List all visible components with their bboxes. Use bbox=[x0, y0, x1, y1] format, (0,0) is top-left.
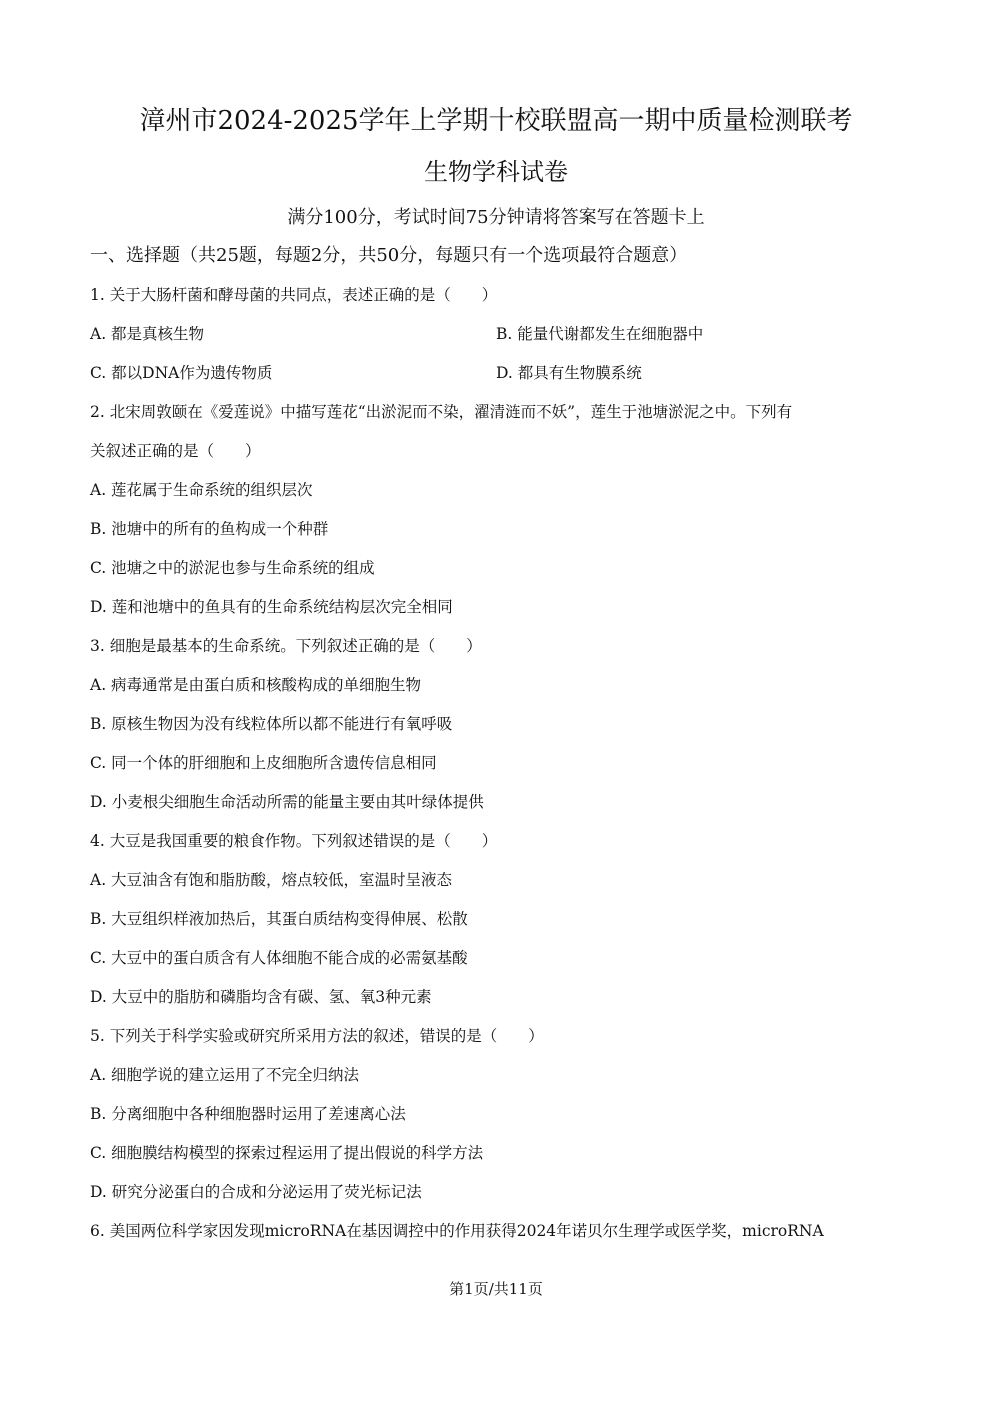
exam-subtitle: 生物学科试卷 bbox=[424, 158, 568, 186]
question-5-option-d: D. 研究分泌蛋白的合成和分泌运用了荧光标记法 bbox=[90, 1183, 422, 1201]
exam-title: 漳州市2024-2025学年上学期十校联盟高一期中质量检测联考 bbox=[139, 106, 853, 136]
question-4-option-c: C. 大豆中的蛋白质含有人体细胞不能合成的必需氨基酸 bbox=[90, 949, 468, 967]
question-3-option-b: B. 原核生物因为没有线粒体所以都不能进行有氧呼吸 bbox=[90, 715, 453, 733]
question-3-option-a: A. 病毒通常是由蛋白质和核酸构成的单细胞生物 bbox=[90, 676, 422, 694]
question-5-stem: 5. 下列关于科学实验或研究所采用方法的叙述，错误的是（ ） bbox=[90, 1027, 544, 1045]
question-4-option-a: A. 大豆油含有饱和脂肪酸，熔点较低，室温时呈液态 bbox=[90, 871, 453, 889]
question-1-option-d: D. 都具有生物膜系统 bbox=[496, 364, 642, 382]
question-2-stem-line2: 关叙述正确的是（ ） bbox=[90, 442, 261, 460]
question-4-stem: 4. 大豆是我国重要的粮食作物。下列叙述错误的是（ ） bbox=[90, 832, 498, 850]
question-1-option-c: C. 都以DNA作为遗传物质 bbox=[90, 364, 273, 382]
section-heading: 一、选择题（共25题，每题2分，共50分，每题只有一个选项最符合题意） bbox=[90, 245, 688, 266]
question-4-option-d: D. 大豆中的脂肪和磷脂均含有碳、氢、氧3种元素 bbox=[90, 988, 432, 1006]
question-4-option-b: B. 大豆组织样液加热后，其蛋白质结构变得伸展、松散 bbox=[90, 910, 468, 928]
question-2-option-b: B. 池塘中的所有的鱼构成一个种群 bbox=[90, 520, 329, 538]
question-2-option-d: D. 莲和池塘中的鱼具有的生命系统结构层次完全相同 bbox=[90, 598, 453, 616]
question-3-option-d: D. 小麦根尖细胞生命活动所需的能量主要由其叶绿体提供 bbox=[90, 793, 484, 811]
question-2-stem-line1: 2. 北宋周敦颐在《爱莲说》中描写莲花“出淤泥而不染，濯清涟而不妖”，莲生于池塘淤泥之中。下列有 bbox=[90, 403, 793, 421]
question-1-option-a: A. 都是真核生物 bbox=[90, 325, 205, 343]
page-number: 第1页/共11页 bbox=[449, 1280, 543, 1298]
question-5-option-c: C. 细胞膜结构模型的探索过程运用了提出假说的科学方法 bbox=[90, 1144, 484, 1162]
question-2-option-c: C. 池塘之中的淤泥也参与生命系统的组成 bbox=[90, 559, 375, 577]
question-1-stem: 1. 关于大肠杆菌和酵母菌的共同点，表述正确的是（ ） bbox=[90, 286, 498, 304]
exam-meta: 满分100分，考试时间75分钟请将答案写在答题卡上 bbox=[287, 207, 705, 228]
question-6-stem: 6. 美国两位科学家因发现microRNA在基因调控中的作用获得2024年诺贝尔生理学或医学奖，microRNA bbox=[90, 1222, 824, 1240]
question-5-option-b: B. 分离细胞中各种细胞器时运用了差速离心法 bbox=[90, 1105, 406, 1123]
question-3-option-c: C. 同一个体的肝细胞和上皮细胞所含遗传信息相同 bbox=[90, 754, 437, 772]
question-1-option-b: B. 能量代谢都发生在细胞器中 bbox=[496, 325, 704, 343]
question-5-option-a: A. 细胞学说的建立运用了不完全归纳法 bbox=[90, 1066, 360, 1084]
question-3-stem: 3. 细胞是最基本的生命系统。下列叙述正确的是（ ） bbox=[90, 637, 482, 655]
question-2-option-a: A. 莲花属于生命系统的组织层次 bbox=[90, 481, 313, 499]
